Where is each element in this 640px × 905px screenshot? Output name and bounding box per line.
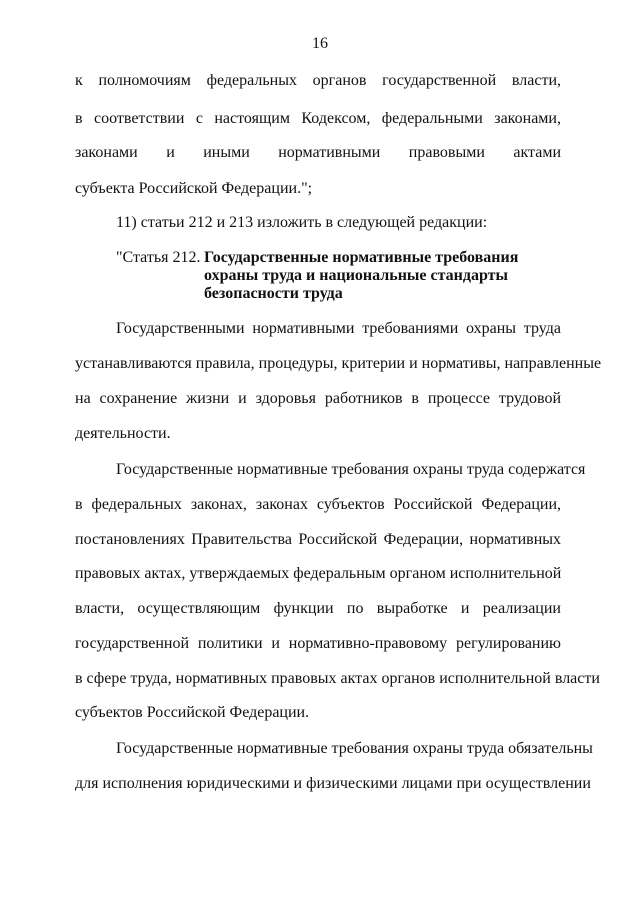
paragraph-line: правовых актах, утверждаемых федеральным органом исполнительной bbox=[75, 565, 562, 582]
paragraph-line: деятельности. bbox=[75, 425, 171, 442]
paragraph-line: в соответствии с настоящим Кодексом, федеральными законами, bbox=[75, 110, 561, 127]
paragraph-line: для исполнения юридическими и физическими лицами при осуществлении bbox=[75, 775, 591, 792]
paragraph-line: государственной политики и нормативно-правовому регулированию bbox=[75, 635, 561, 652]
paragraph-line: Государственными нормативными требованиями охраны труда bbox=[116, 320, 561, 337]
paragraph-line: субъекта Российской Федерации."; bbox=[75, 180, 313, 197]
paragraph-line: на сохранение жизни и здоровья работников в процессе трудовой bbox=[75, 390, 561, 407]
paragraph-line: Государственные нормативные требования охраны труда содержатся bbox=[116, 461, 586, 478]
paragraph-line: к полномочиям федеральных органов государственной власти, bbox=[75, 72, 561, 89]
paragraph-line: постановлениях Правительства Российской Федерации, нормативных bbox=[75, 531, 561, 548]
paragraph-line: устанавливаются правила, процедуры, критерии и нормативы, направленные bbox=[75, 355, 602, 372]
paragraph-line: власти, осуществляющим функции по выработке и реализации bbox=[75, 600, 561, 617]
article-title-line: Государственные нормативные требования bbox=[204, 249, 519, 266]
paragraph-line: 11) статьи 212 и 213 изложить в следующей редакции: bbox=[116, 214, 488, 231]
paragraph-line: в федеральных законах, законах субъектов Российской Федерации, bbox=[75, 496, 561, 513]
page-number: 16 bbox=[312, 35, 328, 52]
article-title-line: безопасности труда bbox=[204, 285, 343, 302]
paragraph-line: субъектов Российской Федерации. bbox=[75, 704, 310, 721]
article-label: "Статья 212. bbox=[116, 249, 201, 266]
paragraph-line: законами и иными нормативными правовыми актами bbox=[75, 144, 561, 161]
paragraph-line: Государственные нормативные требования охраны труда обязательны bbox=[116, 740, 593, 757]
paragraph-line: в сфере труда, нормативных правовых актах органов исполнительной власти bbox=[75, 670, 600, 687]
article-title-line: охраны труда и национальные стандарты bbox=[204, 267, 509, 284]
